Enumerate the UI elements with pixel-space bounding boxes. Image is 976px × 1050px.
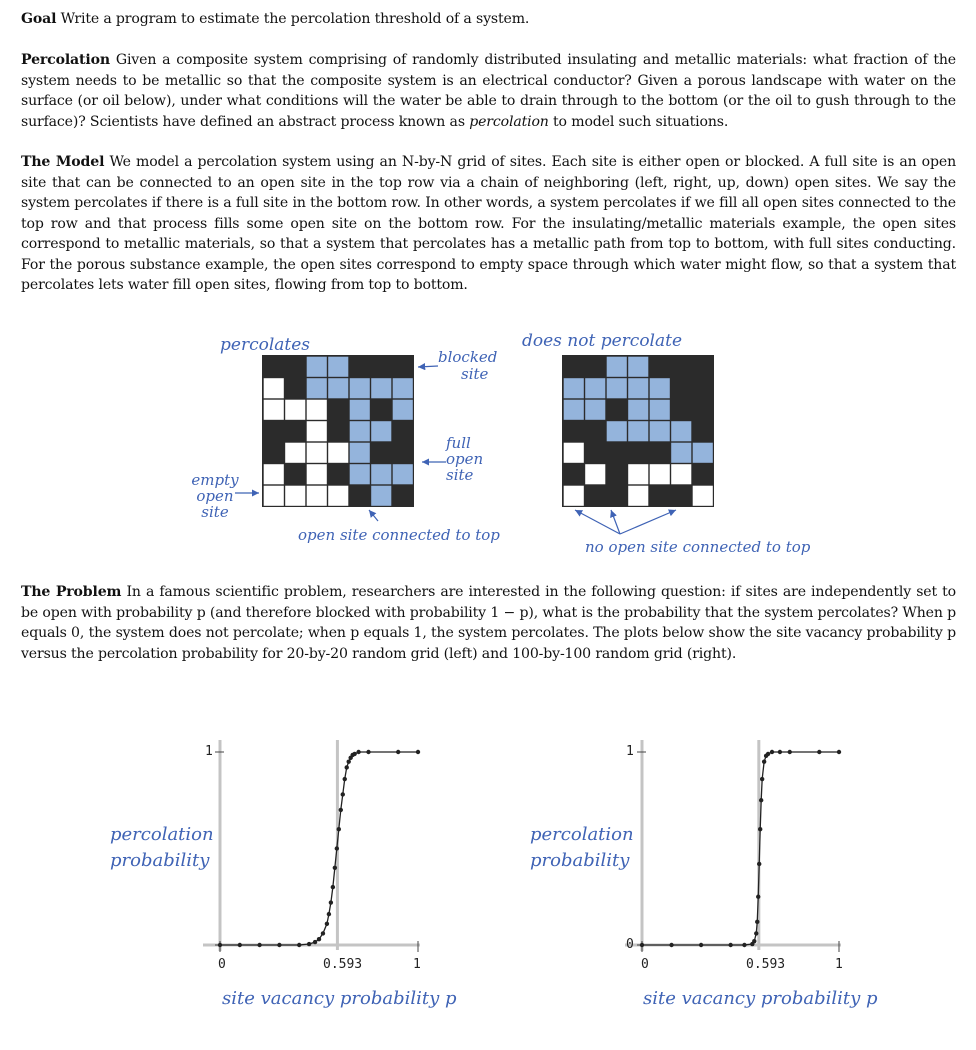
problem-heading: The Problem [21,584,122,600]
chart-0-xtick-1: 1 [413,957,421,972]
data-point [757,862,761,866]
problem-text: In a famous scientific problem, researchers are interested in the following question: if sites are independently set to be open with probability p (and therefore blocked with probability 1 − p), what is the probability that the system percolates? When p equals 0, the system does not percolate; when p equals 1, the system percolates. The plots below show the site vacancy probability p versus the percolation probability for 20-by-20 random grid (left) and 100-by-100 random grid (right). [21,584,956,662]
series-line [642,752,839,945]
chart-1-xtick-0: 0 [641,957,649,972]
chart-1-xlabel: site vacancy probability p [643,988,878,1009]
data-point [770,750,774,754]
chart-1-ytick-1: 1 [626,744,634,759]
percolation-term: percolation [469,113,549,130]
data-point [788,750,792,754]
chart-0-ytick-1: 1 [205,744,213,759]
chart-1-ylabel: percolation probability [530,824,634,871]
data-point [699,943,703,947]
data-point [837,750,841,754]
data-point [766,752,770,756]
model-heading: The Model [21,154,105,170]
connected-label: open site connected to top [298,526,500,544]
blocked-site-label: blocked site [438,348,498,383]
chart-0-xlabel: site vacancy probability p [222,988,457,1009]
data-point [762,759,766,763]
chart-0-ylabel: percolation probability [110,824,214,871]
data-point [758,827,762,831]
percolation-heading: Percolation [21,52,110,68]
empty-open-site-label: empty open site [191,471,239,521]
data-point [760,777,764,781]
data-point [817,750,821,754]
chart-0-xtick-threshold: 0.593 [323,957,363,972]
data-point [759,798,763,802]
goal-heading: Goal [21,11,57,27]
chart-1-xtick-1: 1 [835,957,843,972]
data-point [754,931,758,935]
data-point [755,920,759,924]
percolates-title: percolates [220,335,311,355]
chart-0-xtick-0: 0 [218,957,226,972]
chart-1-ytick-0: 0 [626,937,634,952]
data-point [640,943,644,947]
data-point [728,943,732,947]
not-percolates-title: does not percolate [522,331,683,351]
not-connected-label: no open site connected to top [585,538,811,556]
data-point [778,750,782,754]
percolation-paragraph: Percolation Given a composite system comprising of randomly distributed insulating and metallic materials: what fraction of the system needs to be metallic so that the composite system is an electrical conductor? Given a porous landscape with water on the surface (or oil below), under what conditions will the water be able to drain through to the bottom (or the oil to gush through to the surface)? Scientists have defined an abstract process known as percolation to model such situations. [21,52,956,130]
model-text: We model a percolation system using an N-by-N grid of sites. Each site is either open or blocked. A full site is an open site that can be connected to an open site in the top row via a chain of neighboring (left, right, up, down) open sites. We say the system percolates if there is a full site in the bottom row. In other words, a system percolates if we fill all open sites connected to the top row and that process fills some open site on the bottom row. For the insulating/metallic materials example, the open sites correspond to metallic materials, so that a system that percolates has a metallic path from top to bottom, with full sites conducting. For the porous substance example, the open sites correspond to empty space through which water might flow, so that a system that percolates lets water fill open sites, flowing from top to bottom. [21,154,956,293]
data-point [742,943,746,947]
data-point [756,895,760,899]
full-open-site-label: full open site [446,434,484,484]
data-point [752,939,756,943]
data-point [669,943,673,947]
chart-1-xtick-threshold: 0.593 [746,957,786,972]
goal-text: Write a program to estimate the percolation threshold of a system. [60,11,530,27]
